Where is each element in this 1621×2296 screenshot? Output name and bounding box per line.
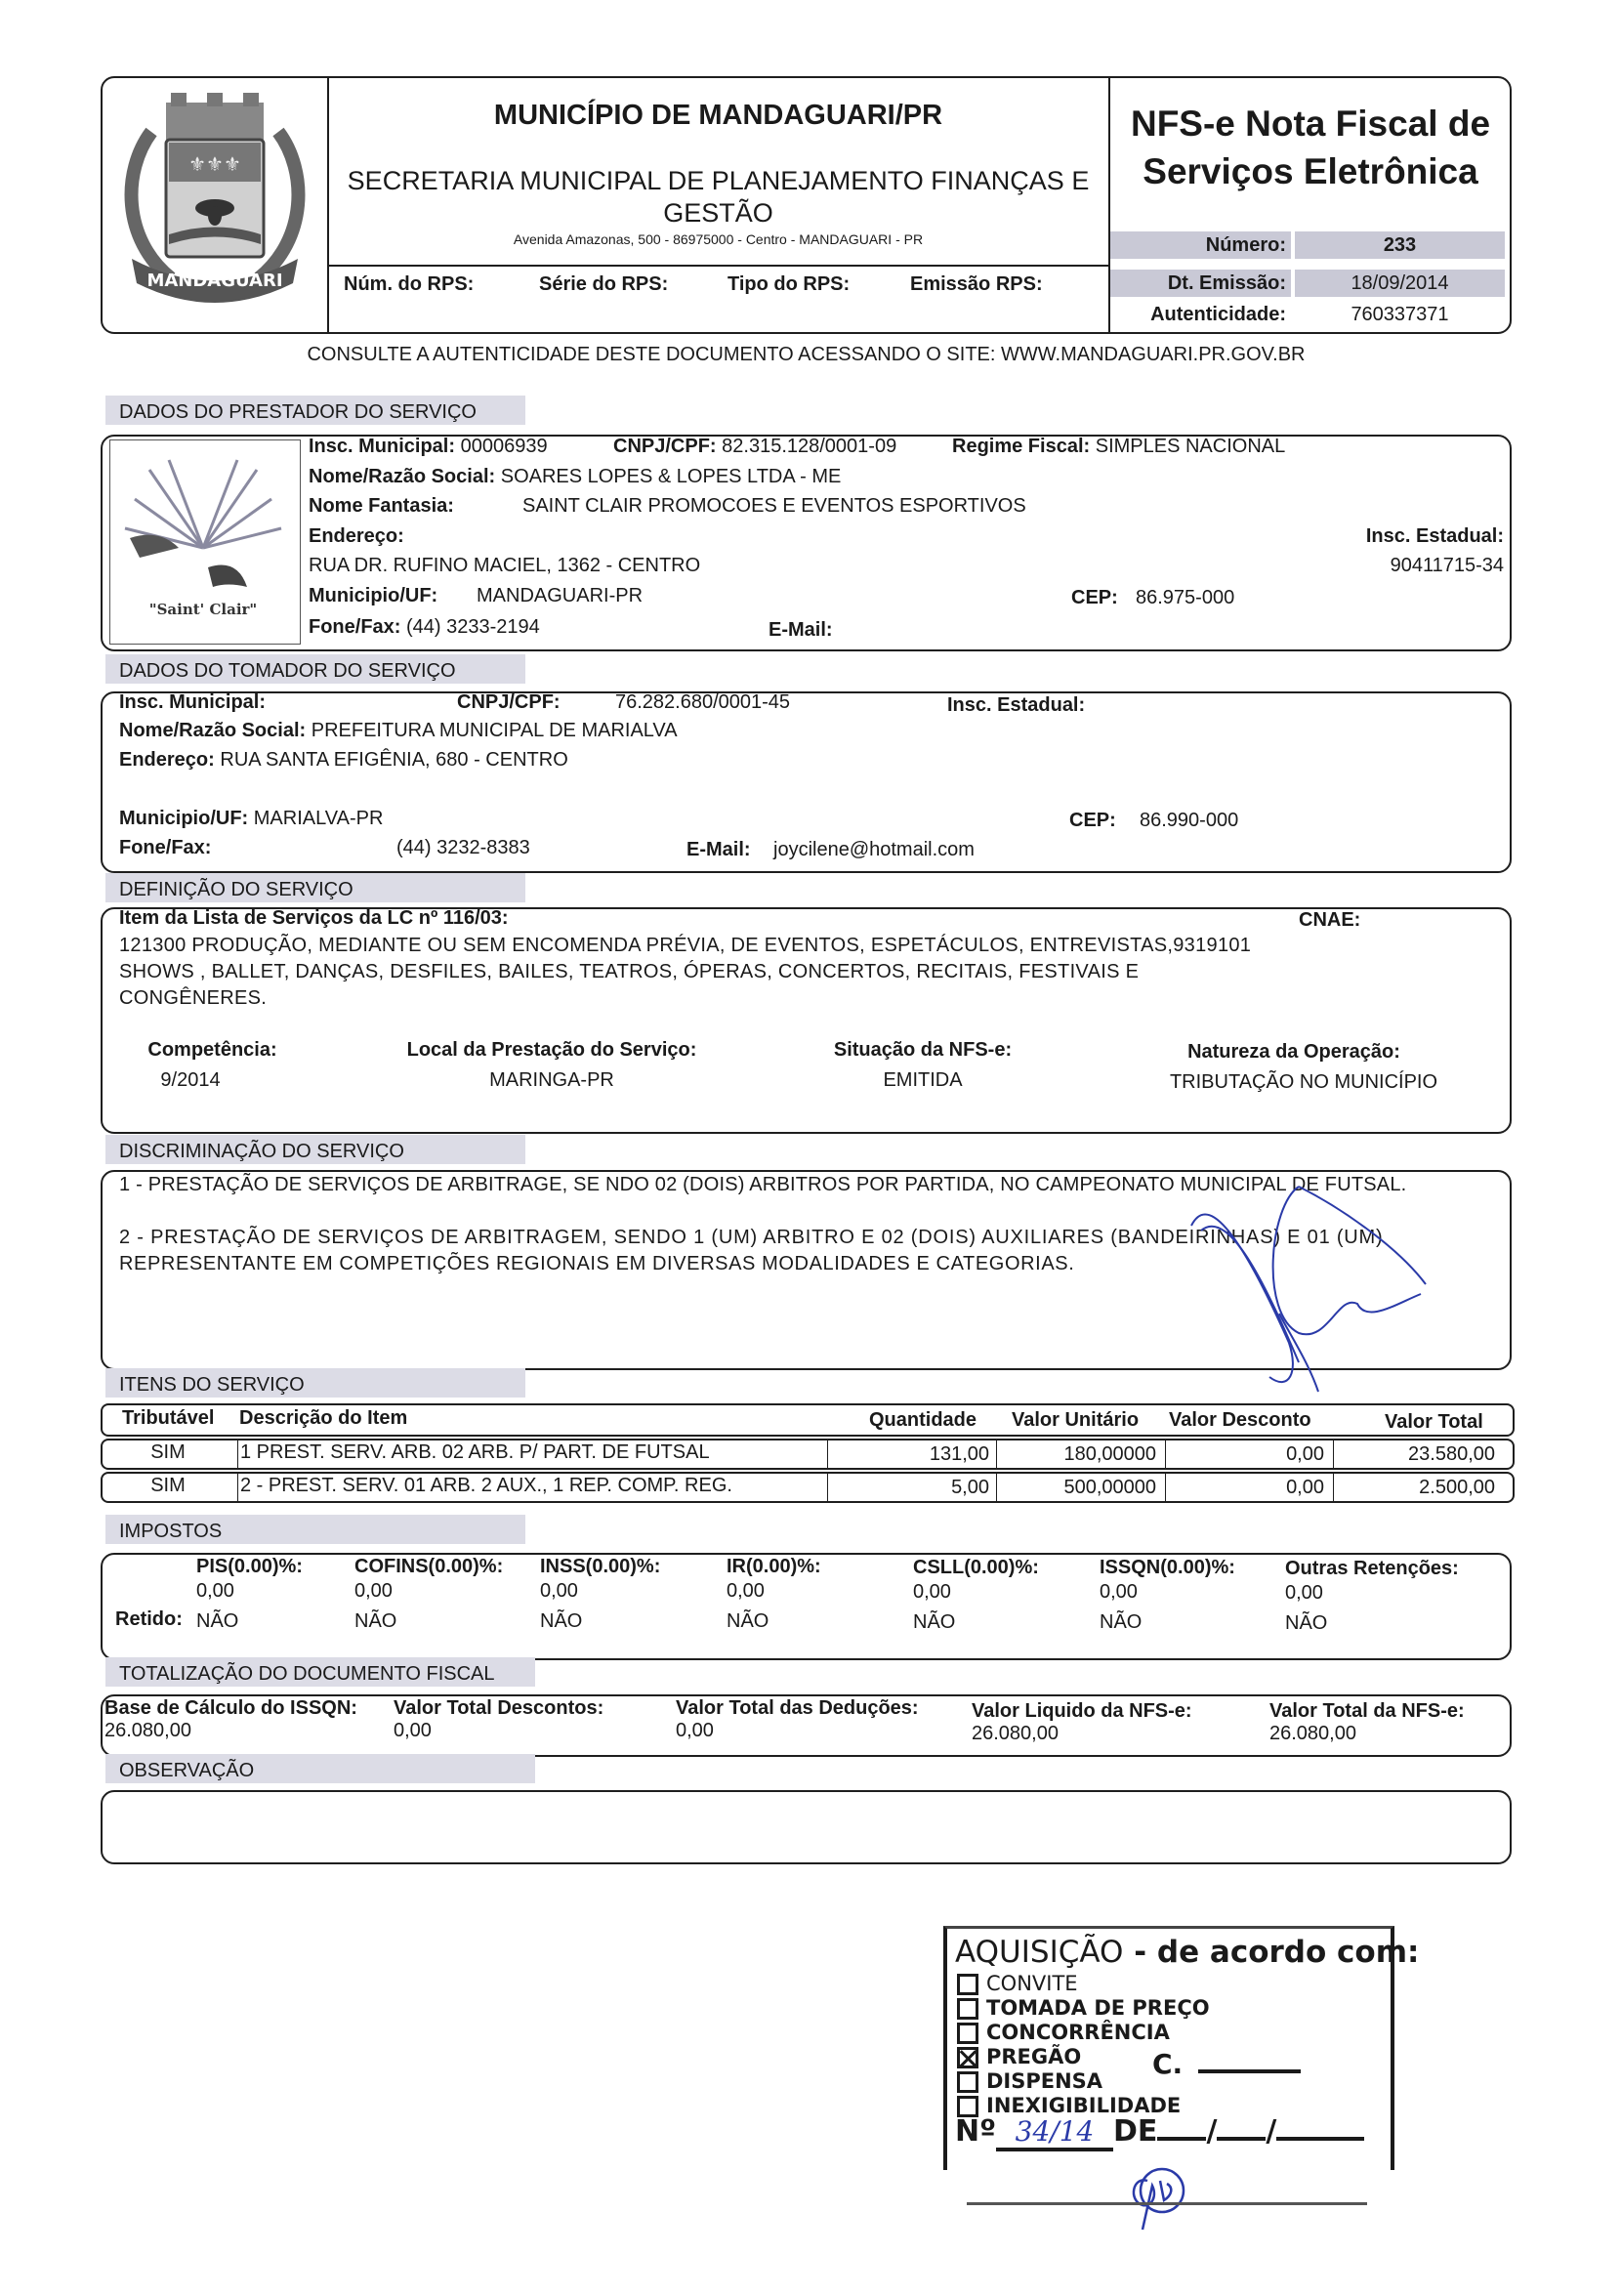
stamp-c-blank-line xyxy=(1198,2069,1301,2073)
checkbox-tomada-de-preco[interactable] xyxy=(957,1998,978,2020)
rps-tipo-label: Tipo do RPS: xyxy=(727,273,851,295)
total-liquido xyxy=(972,1700,1192,1745)
total-base-calculo-label: Base de Cálculo do ISSQN: xyxy=(104,1697,357,1719)
stamp-numero-line: Nº 34/14 DE / / xyxy=(955,2114,1364,2151)
department-line2: GESTÃO xyxy=(663,198,773,228)
prestador-insc-estadual-label: Insc. Estadual: xyxy=(1365,525,1504,547)
stamp-option-inexigibilidade: INEXIGIBILIDADE xyxy=(957,2094,1391,2118)
total-deducoes-value: 0,00 xyxy=(676,1720,714,1741)
dt-emissao-label: Dt. Emissão: xyxy=(1167,272,1286,294)
tax-inss-retido: NÃO xyxy=(540,1610,583,1632)
retido-label: Retido: xyxy=(115,1608,183,1630)
prestador-insc-municipal-value: 00006939 xyxy=(460,436,548,457)
checkbox-dispensa[interactable] xyxy=(957,2071,978,2093)
total-liquido-label: Valor Liquido da NFS-e: xyxy=(972,1700,1192,1722)
row2-quantidade: 5,00 xyxy=(951,1477,989,1498)
tomador-cnpj-label: CNPJ/CPF: xyxy=(457,691,561,713)
prestador-email-label: E-Mail: xyxy=(769,619,833,641)
tomador-endereco-value: RUA SANTA EFIGÊNIA, 680 - CENTRO xyxy=(220,749,568,771)
total-descontos xyxy=(394,1697,603,1742)
checkbox-concorrencia[interactable] xyxy=(957,2023,978,2044)
item-lista-label: Item da Lista de Serviços da LC nº 116/03: xyxy=(119,907,509,929)
cnae-label: CNAE: xyxy=(1299,909,1361,931)
tax-csll xyxy=(913,1557,1039,1634)
total-descontos-value: 0,00 xyxy=(394,1720,432,1741)
tax-pis-retido: NÃO xyxy=(196,1610,239,1632)
tomador-cnpj-value: 76.282.680/0001-45 xyxy=(615,691,791,713)
tax-outras-retido: NÃO xyxy=(1285,1612,1328,1634)
prestador-municipio-value: MANDAGUARI-PR xyxy=(477,585,644,606)
natureza-value: TRIBUTAÇÃO NO MUNICÍPIO xyxy=(1169,1071,1438,1093)
observacao-section-title: OBSERVAÇÃO xyxy=(105,1754,535,1783)
tax-cofins-label: COFINS(0.00)%: xyxy=(354,1556,504,1577)
doc-title-line2: Serviços Eletrônica xyxy=(1143,151,1478,191)
itens-section-title: ITENS DO SERVIÇO xyxy=(105,1368,525,1398)
prestador-regime-label: Regime Fiscal: xyxy=(952,436,1091,457)
row2-tributavel: SIM xyxy=(150,1475,186,1496)
prestador-row1 xyxy=(309,436,548,458)
definicao-desc-line3: CONGÊNERES. xyxy=(119,987,268,1009)
row1-valor-desconto: 0,00 xyxy=(1286,1443,1324,1465)
department-line1: SECRETARIA MUNICIPAL DE PLANEJAMENTO FINANÇAS E xyxy=(347,166,1090,195)
tax-csll-label: CSLL(0.00)%: xyxy=(913,1557,1039,1578)
tomador-email-label: E-Mail: xyxy=(686,839,751,860)
total-deducoes-label: Valor Total das Deduções: xyxy=(676,1697,919,1719)
rps-serie-label: Série do RPS: xyxy=(539,273,669,295)
competencia-value: 9/2014 xyxy=(160,1069,221,1091)
doc-title-line1: NFS-e Nota Fiscal de xyxy=(1130,104,1491,144)
tomador-municipio-label: Municipio/UF: xyxy=(119,808,249,829)
discriminacao-line2: 2 - PRESTAÇÃO DE SERVIÇOS DE ARBITRAGEM, SENDO 1 (UM) ARBITRO E 02 (DOIS) AUXILIARES (BANDEIRINHAS) E 01 (UM) xyxy=(119,1227,1384,1248)
discriminacao-line1: 1 - PRESTAÇÃO DE SERVIÇOS DE ARBITRAGE, SE NDO 02 (DOIS) ARBITROS POR PARTIDA, NO CAMPEONATO MUNICIPAL DE FUTSAL. xyxy=(119,1174,1407,1195)
tax-ir xyxy=(727,1556,821,1633)
natureza-label: Natureza da Operação: xyxy=(1187,1041,1400,1063)
signature-icon xyxy=(1172,1167,1465,1411)
stamp-c-field: C. xyxy=(1152,2048,1301,2080)
prestador-section-title: DADOS DO PRESTADOR DO SERVIÇO xyxy=(105,396,525,425)
prestador-cnpj-label: CNPJ/CPF: xyxy=(613,436,717,457)
consult-notice: CONSULTE A AUTENTICIDADE DESTE DOCUMENTO ACESSANDO O SITE: WWW.MANDAGUARI.PR.GOV.BR xyxy=(307,344,1306,365)
discriminacao-line3: REPRESENTANTE EM COMPETIÇÕES REGIONAIS EM DIVERSAS MODALIDADES E CATEGORIAS. xyxy=(119,1253,1075,1274)
stamp-title-aquisicao: AQUISIÇÃO xyxy=(955,1935,1124,1970)
tax-inss-value: 0,00 xyxy=(540,1580,578,1602)
total-nfse-label: Valor Total da NFS-e: xyxy=(1269,1700,1465,1722)
stamp-option-pregao: PREGÃO xyxy=(957,2045,1391,2069)
tax-cofins-retido: NÃO xyxy=(354,1610,397,1632)
tomador-cep-label: CEP: xyxy=(1069,810,1116,831)
prestador-regime-value: SIMPLES NACIONAL xyxy=(1095,436,1286,457)
tax-ir-value: 0,00 xyxy=(727,1580,765,1602)
row1-tributavel: SIM xyxy=(150,1441,186,1463)
tax-inss xyxy=(540,1556,660,1633)
definicao-section-title: DEFINIÇÃO DO SERVIÇO xyxy=(105,873,525,902)
tax-pis-label: PIS(0.00)%: xyxy=(196,1556,303,1577)
stamp-options xyxy=(947,1972,1391,2118)
prestador-endereco-value: RUA DR. RUFINO MACIEL, 1362 - CENTRO xyxy=(309,555,701,576)
tax-issqn xyxy=(1100,1557,1235,1634)
observacao-text xyxy=(103,1792,1510,1808)
row1-valor-unitario: 180,00000 xyxy=(1063,1443,1156,1465)
prestador-municipio-label: Municipio/UF: xyxy=(309,585,438,606)
stamp-option-dispensa: DISPENSA xyxy=(957,2069,1391,2094)
signature-handwritten xyxy=(1172,1167,1465,1411)
total-base-calculo-value: 26.080,00 xyxy=(104,1720,191,1741)
col-valor-unitario: Valor Unitário xyxy=(1012,1409,1140,1431)
tax-pis xyxy=(196,1556,303,1633)
competencia-label: Competência: xyxy=(147,1039,277,1061)
tax-ir-retido: NÃO xyxy=(727,1610,769,1632)
tax-issqn-label: ISSQN(0.00)%: xyxy=(1100,1557,1235,1578)
row1-descricao: 1 PREST. SERV. ARB. 02 ARB. P/ PART. DE FUTSAL xyxy=(240,1441,710,1463)
total-nfse-value: 26.080,00 xyxy=(1269,1723,1356,1744)
municipality-title: MUNICÍPIO DE MANDAGUARI/PR xyxy=(493,100,943,131)
stamp-numero-handwritten: 34/14 xyxy=(996,2115,1113,2151)
prestador-razao xyxy=(309,466,841,488)
prestador-cnpj xyxy=(613,436,896,458)
stamp-rubric xyxy=(1103,2166,1201,2234)
tax-issqn-value: 0,00 xyxy=(1100,1581,1138,1603)
tomador-insc-estadual-label: Insc. Estadual: xyxy=(947,694,1086,716)
header-rps-divider xyxy=(328,265,1108,267)
definicao-desc-line2: SHOWS , BALLET, DANÇAS, DESFILES, BAILES, TEATROS, ÓPERAS, CONCERTOS, RECITAIS, FESTIVAIS E xyxy=(119,961,1140,982)
col-tributavel: Tributável xyxy=(122,1407,215,1429)
tax-ir-label: IR(0.00)%: xyxy=(727,1556,821,1577)
tax-outras xyxy=(1285,1558,1459,1635)
total-liquido-value: 26.080,00 xyxy=(972,1723,1059,1744)
dt-emissao-value: 18/09/2014 xyxy=(1351,272,1449,294)
prestador-razao-value: SOARES LOPES & LOPES LTDA - ME xyxy=(500,466,842,487)
row1-valor-total: 23.580,00 xyxy=(1408,1443,1495,1465)
stamp-title-rest: - de acordo com: xyxy=(1123,1935,1420,1970)
tomador-fone-label: Fone/Fax: xyxy=(119,837,212,858)
row2-valor-unitario: 500,00000 xyxy=(1063,1477,1156,1498)
total-base-calculo xyxy=(104,1697,357,1742)
prestador-fantasia-label: Nome Fantasia: xyxy=(309,495,454,517)
tomador-insc-municipal-label: Insc. Municipal: xyxy=(119,691,267,713)
checkbox-pregao-checked[interactable] xyxy=(957,2047,978,2068)
tomador-razao-value: PREFEITURA MUNICIPAL DE MARIALVA xyxy=(311,720,678,741)
tax-cofins xyxy=(354,1556,503,1633)
tax-cofins-value: 0,00 xyxy=(354,1580,393,1602)
stamp-bottom-line xyxy=(967,2202,1367,2205)
col-valor-desconto: Valor Desconto xyxy=(1169,1409,1311,1431)
col-descricao: Descrição do Item xyxy=(239,1407,408,1429)
tomador-fone-value: (44) 3232-8383 xyxy=(396,837,530,858)
rps-num-label: Núm. do RPS: xyxy=(344,273,475,295)
tomador-email-value: joycilene@hotmail.com xyxy=(773,839,975,860)
col-quantidade: Quantidade xyxy=(869,1409,977,1431)
tomador-cep-value: 86.990-000 xyxy=(1140,810,1239,831)
prestador-insc-estadual-value: 90411715-34 xyxy=(1390,555,1504,576)
numero-value: 233 xyxy=(1383,234,1417,256)
prestador-cnpj-value: 82.315.128/0001-09 xyxy=(722,436,897,457)
total-deducoes xyxy=(676,1697,919,1742)
definicao-desc-line1: 121300 PRODUÇÃO, MEDIANTE OU SEM ENCOMENDA PRÉVIA, DE EVENTOS, ESPETÁCULOS, ENTREVISTAS,9319101 xyxy=(119,935,1252,956)
stamp-title xyxy=(947,1929,1420,1970)
tomador-endereco-label: Endereço: xyxy=(119,749,215,771)
department-address: Avenida Amazonas, 500 - 86975000 - Centro - MANDAGUARI - PR xyxy=(513,231,924,247)
autenticidade-value: 760337371 xyxy=(1351,304,1449,325)
total-nfse xyxy=(1269,1700,1465,1745)
tax-csll-value: 0,00 xyxy=(913,1581,951,1603)
col-valor-total: Valor Total xyxy=(1385,1411,1483,1433)
autenticidade-label: Autenticidade: xyxy=(1150,304,1286,325)
tomador-endereco xyxy=(119,749,568,772)
prestador-cep-value: 86.975-000 xyxy=(1136,587,1235,608)
row2-descricao: 2 - PREST. SERV. 01 ARB. 2 AUX., 1 REP. COMP. REG. xyxy=(240,1475,732,1496)
coat-of-arms-icon xyxy=(112,93,317,308)
prestador-fone-value: (44) 3233-2194 xyxy=(406,616,540,638)
tomador-municipio xyxy=(119,808,383,830)
row1-quantidade: 131,00 xyxy=(929,1443,989,1465)
svg-text:MANDAGUARI: MANDAGUARI xyxy=(146,271,283,291)
coat-of-arms-logo xyxy=(112,93,317,308)
observacao-box xyxy=(101,1790,1512,1864)
prestador-regime xyxy=(952,436,1285,458)
tax-pis-value: 0,00 xyxy=(196,1580,234,1602)
prestador-fone xyxy=(309,616,540,639)
svg-text:"Saint' Clair": "Saint' Clair" xyxy=(148,601,258,618)
rubric-signature-icon xyxy=(1103,2166,1201,2234)
tomador-section-title: DADOS DO TOMADOR DO SERVIÇO xyxy=(105,654,525,684)
local-label: Local da Prestação do Serviço: xyxy=(406,1039,697,1061)
tomador-razao-label: Nome/Razão Social: xyxy=(119,720,307,741)
tax-csll-retido: NÃO xyxy=(913,1611,956,1633)
prestador-insc-municipal-label: Insc. Municipal: xyxy=(309,436,456,457)
prestador-razao-label: Nome/Razão Social: xyxy=(309,466,496,487)
tax-inss-label: INSS(0.00)%: xyxy=(540,1556,661,1577)
tomador-municipio-value: MARIALVA-PR xyxy=(253,808,384,829)
svg-text:⚜⚜⚜: ⚜⚜⚜ xyxy=(188,152,241,176)
tax-outras-value: 0,00 xyxy=(1285,1582,1323,1604)
situacao-value: EMITIDA xyxy=(883,1069,963,1091)
prestador-fone-label: Fone/Fax: xyxy=(309,616,401,638)
prestador-logo-frame xyxy=(109,439,301,645)
numero-label: Número: xyxy=(1205,234,1286,256)
discriminacao-section-title: DISCRIMINAÇÃO DO SERVIÇO xyxy=(105,1135,525,1164)
situacao-label: Situação da NFS-e: xyxy=(833,1039,1013,1061)
prestador-fantasia-value: SAINT CLAIR PROMOCOES E EVENTOS ESPORTIVOS xyxy=(522,495,1026,517)
stamp-option-convite: CONVITE xyxy=(957,1972,1391,1996)
local-value: MARINGA-PR xyxy=(489,1069,614,1091)
rps-emissao-label: Emissão RPS: xyxy=(910,273,1043,295)
impostos-section-title: IMPOSTOS xyxy=(105,1515,525,1544)
checkbox-convite[interactable] xyxy=(957,1974,978,1995)
tax-outras-label: Outras Retenções: xyxy=(1285,1558,1459,1579)
stamp-option-tomada: TOMADA DE PREÇO xyxy=(957,1996,1391,2021)
stamp-option-concorrencia: CONCORRÊNCIA xyxy=(957,2021,1391,2045)
totalizacao-section-title: TOTALIZAÇÃO DO DOCUMENTO FISCAL xyxy=(105,1657,535,1687)
tomador-razao xyxy=(119,720,678,742)
total-descontos-label: Valor Total Descontos: xyxy=(394,1697,604,1719)
eagle-logo-icon xyxy=(110,440,296,641)
prestador-cep-label: CEP: xyxy=(1071,587,1118,608)
aquisicao-stamp xyxy=(943,1926,1420,2170)
row2-valor-total: 2.500,00 xyxy=(1419,1477,1495,1498)
prestador-endereco-label: Endereço: xyxy=(309,525,404,547)
tax-issqn-retido: NÃO xyxy=(1100,1611,1143,1633)
row2-valor-desconto: 0,00 xyxy=(1286,1477,1324,1498)
